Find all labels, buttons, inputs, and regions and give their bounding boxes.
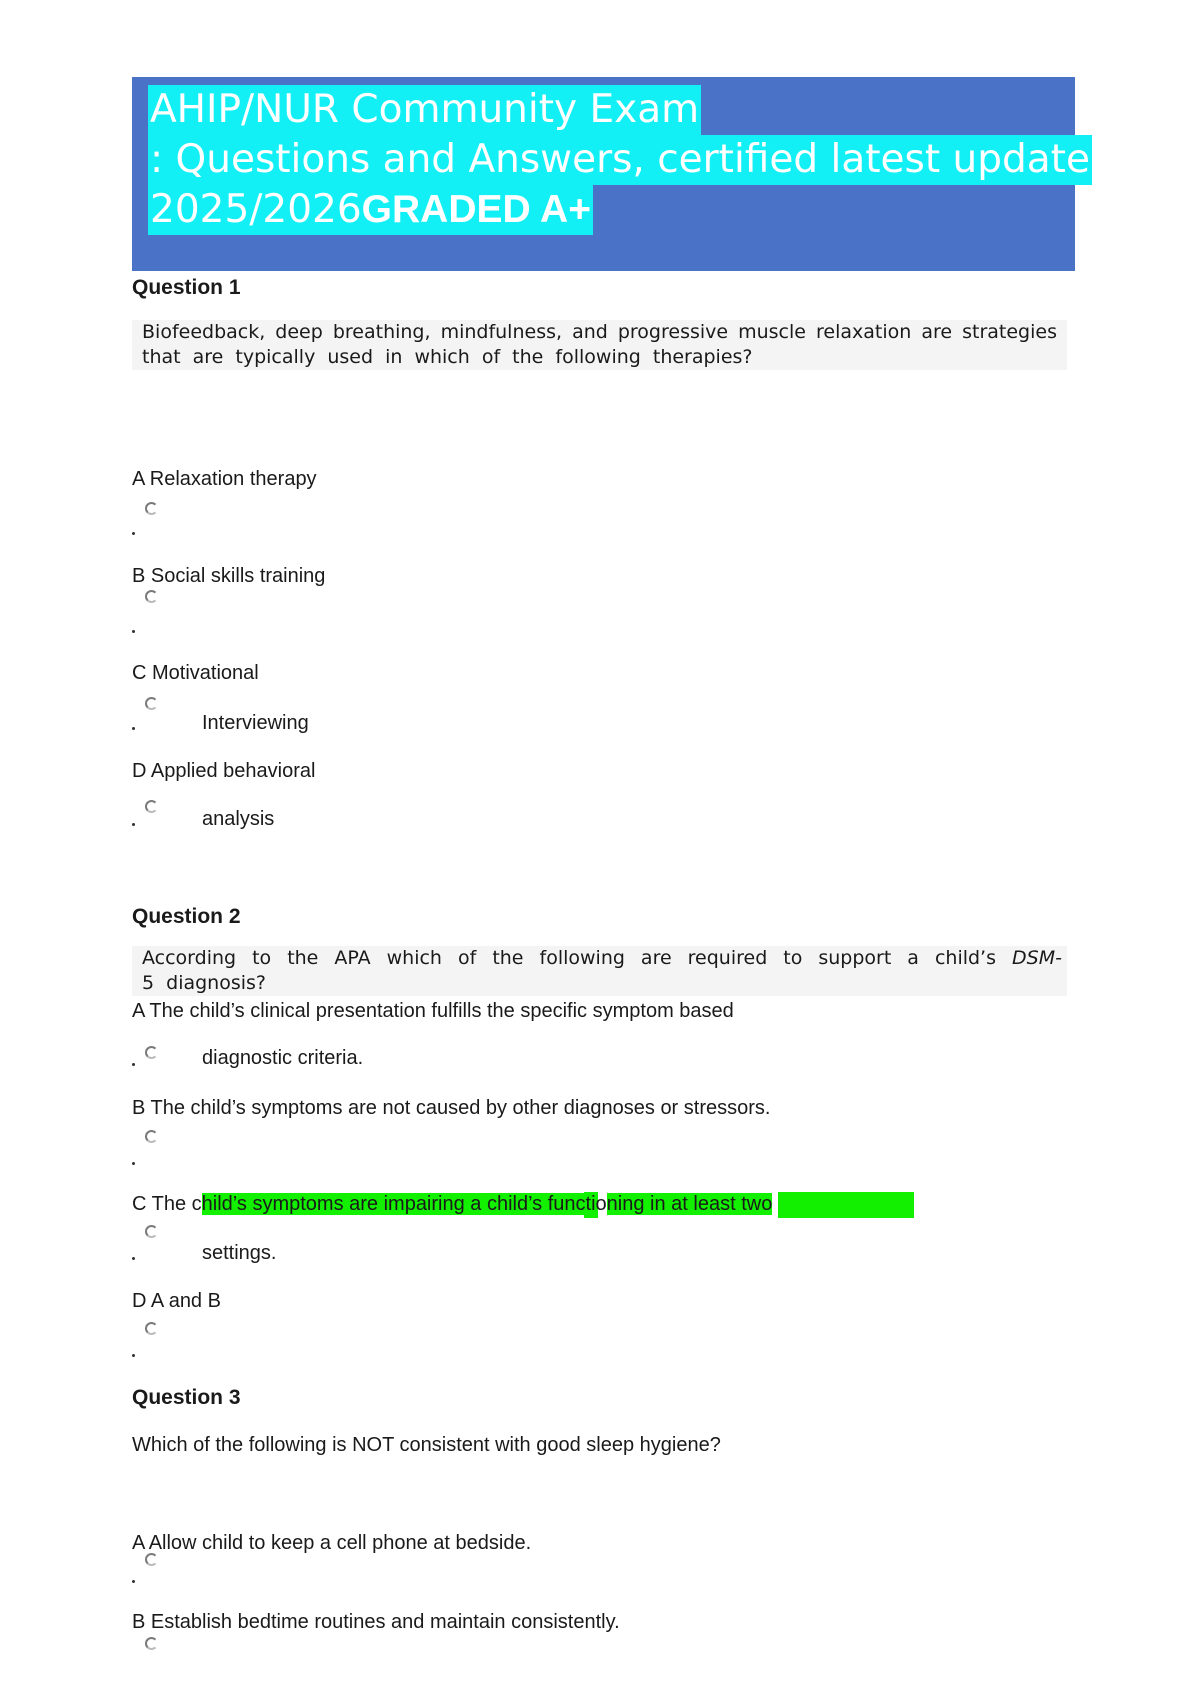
question-2-option-d-radio[interactable] bbox=[145, 1322, 158, 1335]
question-1-stem-line-1: Biofeedback, deep breathing, mindfulness, and progressive muscle relaxation are strategies bbox=[142, 321, 1057, 343]
question-2-option-a-continuation: diagnostic criteria. bbox=[202, 1047, 364, 1069]
highlighted-answer-text: ning in at least two bbox=[606, 1193, 773, 1215]
bullet-dot bbox=[132, 1354, 135, 1357]
highlighted-answer-text: hild’s symptoms are impairing a child’s functi bbox=[201, 1193, 596, 1215]
question-1-stem bbox=[132, 320, 1067, 370]
question-2-option-c: C The child’s symptoms are impairing a child’s functioning in at least two bbox=[132, 1193, 773, 1215]
question-2-stem bbox=[132, 946, 1067, 996]
question-3-option-b-radio[interactable] bbox=[145, 1637, 158, 1650]
question-2-option-c-continuation: settings. bbox=[202, 1242, 277, 1264]
bullet-dot bbox=[132, 1580, 135, 1583]
bullet-dot bbox=[132, 1257, 135, 1260]
bullet-dot bbox=[132, 727, 135, 730]
question-2-option-a: A The child’s clinical presentation fulfills the specific symptom based bbox=[132, 1000, 734, 1022]
title-year: 2025/2026 bbox=[150, 187, 362, 232]
question-3-stem: Which of the following is NOT consistent with good sleep hygiene? bbox=[132, 1434, 721, 1456]
question-1-option-c-radio[interactable] bbox=[145, 697, 158, 710]
highlight-fill bbox=[778, 1192, 914, 1218]
question-1-option-a: A Relaxation therapy bbox=[132, 468, 317, 490]
question-2-stem-line-1: According to the APA which of the following are required to support a child’s DSM- bbox=[142, 947, 1062, 969]
question-1-option-d-continuation: analysis bbox=[202, 808, 275, 830]
question-1-option-c-continuation: Interviewing bbox=[202, 712, 309, 734]
question-2-option-a-radio[interactable] bbox=[145, 1046, 158, 1059]
question-1-stem-line-2: that are typically used in which of the following therapies? bbox=[142, 346, 753, 368]
question-1-heading: Question 1 bbox=[132, 276, 241, 299]
document-title-line-2: : Questions and Answers, certified latest update bbox=[148, 135, 1092, 185]
question-1-option-b: B Social skills training bbox=[132, 565, 326, 587]
question-1-option-d-radio[interactable] bbox=[145, 800, 158, 813]
question-2-option-b-radio[interactable] bbox=[145, 1130, 158, 1143]
bullet-dot bbox=[132, 1162, 135, 1165]
question-1-option-d: D Applied behavioral bbox=[132, 760, 316, 782]
question-3-option-a: A Allow child to keep a cell phone at bedside. bbox=[132, 1532, 532, 1554]
document-title-line-3 bbox=[148, 185, 593, 235]
question-2-option-d: D A and B bbox=[132, 1290, 221, 1312]
question-1-option-b-radio[interactable] bbox=[145, 590, 158, 603]
question-2-stem-line-2: 5 diagnosis? bbox=[142, 972, 266, 994]
title-grade: GRADED A+ bbox=[361, 188, 591, 231]
question-3-option-b: B Establish bedtime routines and maintain consistently. bbox=[132, 1611, 620, 1633]
bullet-dot bbox=[132, 532, 135, 535]
question-1-option-a-radio[interactable] bbox=[145, 502, 158, 515]
question-2-option-c-radio[interactable] bbox=[145, 1225, 158, 1238]
bullet-dot bbox=[132, 1063, 135, 1066]
question-2-heading: Question 2 bbox=[132, 905, 241, 928]
bullet-dot bbox=[132, 823, 135, 826]
bullet-dot bbox=[132, 630, 135, 633]
question-3-option-a-radio[interactable] bbox=[145, 1553, 158, 1566]
document-title-line-1: AHIP/NUR Community Exam bbox=[148, 85, 701, 135]
question-3-heading: Question 3 bbox=[132, 1386, 241, 1409]
question-1-option-c: C Motivational bbox=[132, 662, 259, 684]
question-2-option-b: B The child’s symptoms are not caused by other diagnoses or stressors. bbox=[132, 1097, 771, 1119]
dsm-italic: DSM- bbox=[1012, 947, 1062, 969]
